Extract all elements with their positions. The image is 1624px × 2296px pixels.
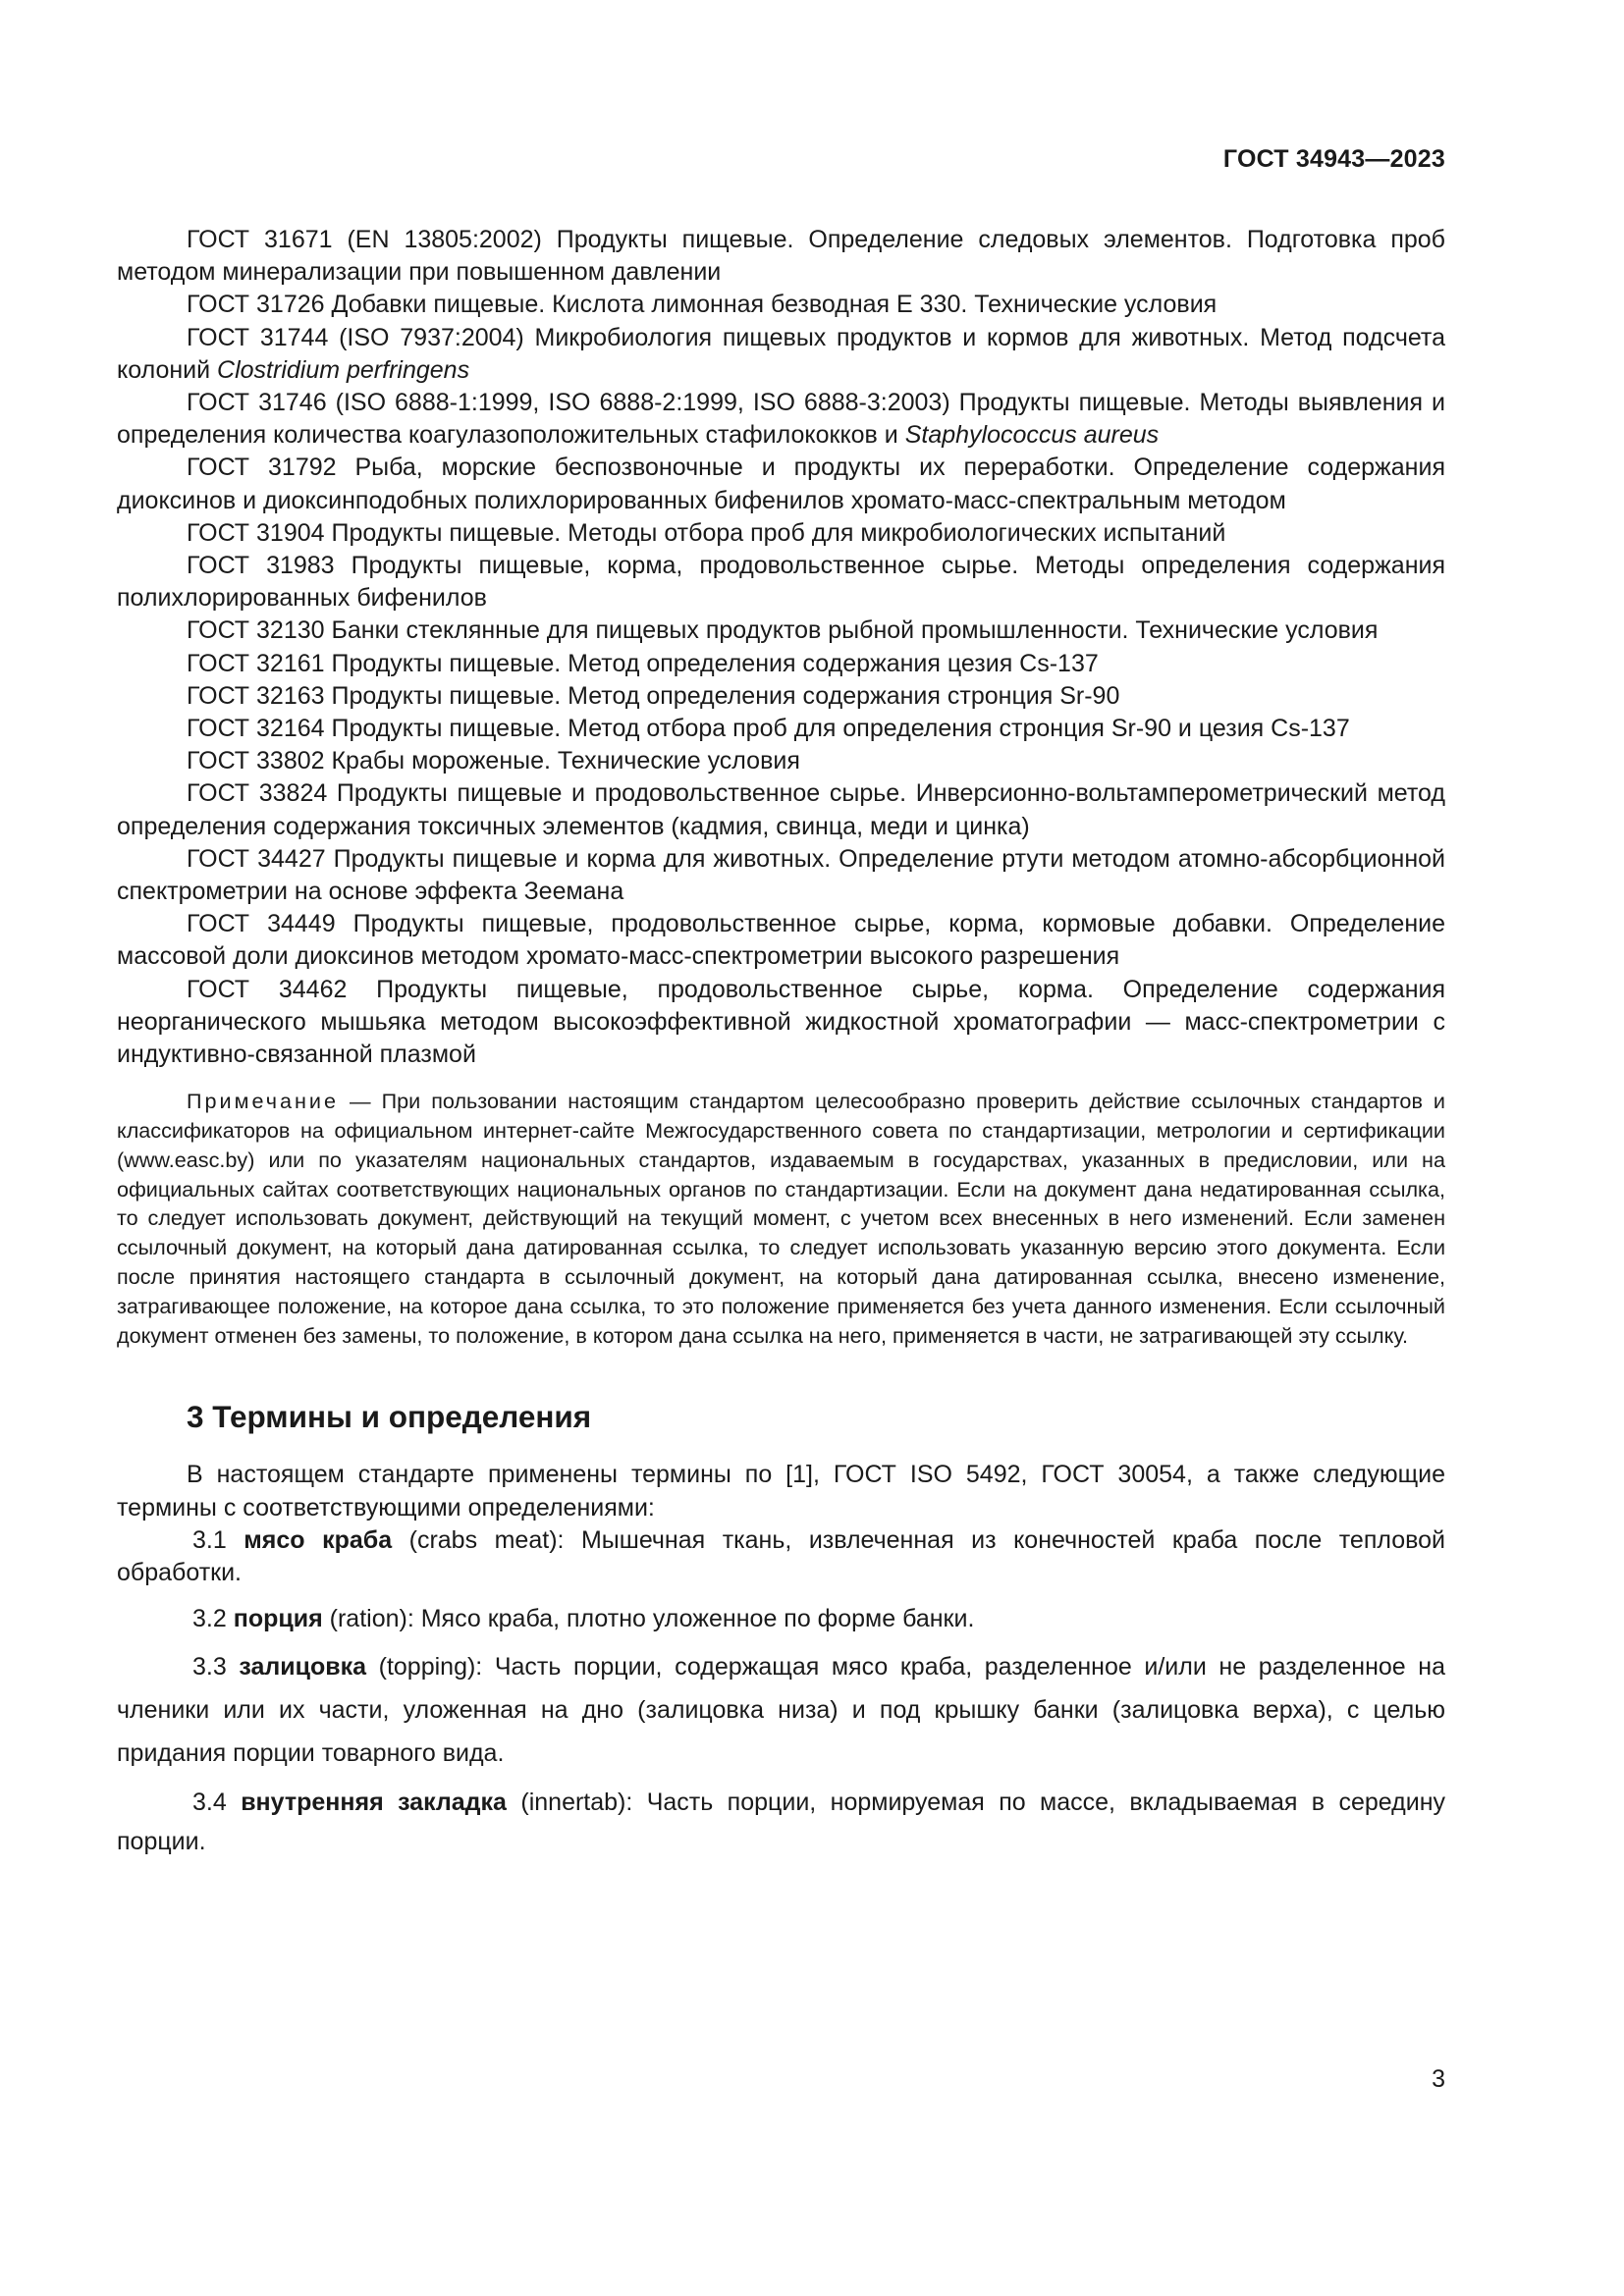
term-name: внутренняя закладка [241, 1789, 507, 1817]
section-title: 3 Термины и определения [187, 1399, 592, 1435]
reference-item: ГОСТ 34427 Продукты пищевые и корма для животных. Определение ртути методом атомно-абсорбционной спектрометрии на основе эффекта Зеемана [117, 844, 1445, 906]
term-number: 3.4 [192, 1789, 227, 1817]
page-number: 3 [1432, 2065, 1445, 2093]
reference-item: ГОСТ 33824 Продукты пищевые и продовольственное сырье. Инверсионно-вольтамперометрический метод определения содержания токсичных элементов (кадмия, свинца, меди и цинка) [117, 779, 1445, 840]
note-dash: — [339, 1089, 382, 1114]
reference-item: ГОСТ 31792 Рыба, морские беспозвоночные и продукты их переработки. Определение содержания диоксинов и диоксинподобных полихлорированных бифенилов хромато-масс-спектральным методом [117, 454, 1445, 514]
term-name: залицовка [239, 1653, 367, 1682]
reference-item: ГОСТ 33802 Крабы мороженые. Технические условия [187, 747, 800, 775]
term-definition: (innertab): Часть порции, нормируемая по массе, вкладываемая в середину порции. [117, 1789, 1446, 1856]
note-paragraph [117, 1087, 1445, 1350]
term-entry [117, 1645, 1445, 1775]
reference-item: ГОСТ 31744 (ISO 7937:2004) Микробиология пищевых продуктов и кормов для животных. Метод подсчета колоний Clostridium perfringens [117, 323, 1445, 384]
term-number: 3.2 [192, 1605, 227, 1633]
term-name: порция [233, 1605, 323, 1633]
term-definition: (ration): Мясо краба, плотно уложенное по форме банки. [322, 1605, 975, 1633]
term-number: 3.3 [192, 1653, 227, 1682]
reference-item: ГОСТ 32163 Продукты пищевые. Метод определения содержания стронция Sr-90 [187, 681, 1120, 710]
term-definition: (topping): Часть порции, содержащая мясо краба, разделенное и/или не разделенное на членики или их части, уложенная на дно (залицовка низа) и под крышку банки (залицовка верха), с целью придания порции товарного вида. [117, 1653, 1445, 1768]
reference-item: ГОСТ 31983 Продукты пищевые, корма, продовольственное сырье. Методы определения содержания полихлорированных бифенилов [117, 552, 1445, 613]
note-label: Примечание [187, 1089, 339, 1114]
term-number: 3.1 [192, 1525, 227, 1554]
term-entry [117, 1783, 1445, 1861]
reference-item: ГОСТ 31671 (EN 13805:2002) Продукты пищевые. Определение следовых элементов. Подготовка проб методом минерализации при повышенном давлении [117, 226, 1445, 287]
normative-references-list [117, 224, 1445, 1071]
species-name: Staphylococcus aureus [904, 421, 1160, 450]
reference-item: ГОСТ 31904 Продукты пищевые. Методы отбора проб для микробиологических испытаний [187, 518, 1226, 547]
species-name: Clostridium perfringens [217, 355, 470, 384]
term-name: мясо краба [244, 1525, 393, 1554]
page-content [117, 224, 1445, 1861]
term-entry [117, 1603, 1445, 1635]
reference-item: ГОСТ 31726 Добавки пищевые. Кислота лимонная безводная Е 330. Технические условия [187, 291, 1218, 319]
term-definition: (crabs meat): Мышечная ткань, извлеченная из конечностей краба после тепловой обработки. [117, 1525, 1446, 1587]
reference-item: ГОСТ 32161 Продукты пищевые. Метод определения содержания цезия Cs-137 [187, 649, 1099, 677]
section-intro: В настоящем стандарте применены термины по [1], ГОСТ ISO 5492, ГОСТ 30054, а также следующие термины с соответствующими определениями: [117, 1461, 1445, 1522]
reference-item: ГОСТ 34462 Продукты пищевые, продовольственное сырье, корма. Определение содержания неорганического мышьяка методом высокоэффективной жидкостной хроматографии — масс-спектрометрии с индуктивно-связанной плазмой [117, 975, 1445, 1069]
reference-item: ГОСТ 34449 Продукты пищевые, продовольственное сырье, корма, кормовые добавки. Определение массовой доли диоксинов методом хромато-масс-спектрометрии высокого разрешения [117, 910, 1445, 971]
reference-item: ГОСТ 32164 Продукты пищевые. Метод отбора проб для определения стронция Sr-90 и цезия Cs-137 [187, 715, 1350, 743]
reference-item: ГОСТ 32130 Банки стеклянные для пищевых продуктов рыбной промышленности. Технические условия [187, 616, 1379, 645]
document-header: ГОСТ 34943—2023 [1222, 145, 1445, 173]
note-text: При пользовании настоящим стандартом целесообразно проверить действие ссылочных стандартов и классификаторов на официальном интернет-сайте Межгосударственного совета по стандартизации, метрологии и сертификации (www.easc.by) или по указателям национальных стандартов, издаваемым в государствах, указанных в предисловии, или на официальных сайтах соответствующих национальных органов по стандартизации. Если на документ дана недатированная ссылка, то следует использовать документ, действующий на текущий момент, с учетом всех внесенных в него изменений. Если заменен ссылочный документ, на который дана датированная ссылка, то следует использовать указанную версию этого документа. Если после принятия настоящего стандарта в ссылочный документ, на который дана датированная ссылка, внесено изменение, затрагивающее положение, на которое дана ссылка, то это положение применяется без учета данного изменения. Если ссылочный документ отменен без замены, то положение, в котором дана ссылка на него, применяется в части, не затрагивающей эту ссылку. [117, 1089, 1445, 1348]
term-entry [117, 1524, 1445, 1589]
reference-item: ГОСТ 31746 (ISO 6888-1:1999, ISO 6888-2:1999, ISO 6888-3:2003) Продукты пищевые. Методы выявления и определения количества коагулазоположительных стафилококков и Staphylococcus aureus [117, 389, 1445, 450]
